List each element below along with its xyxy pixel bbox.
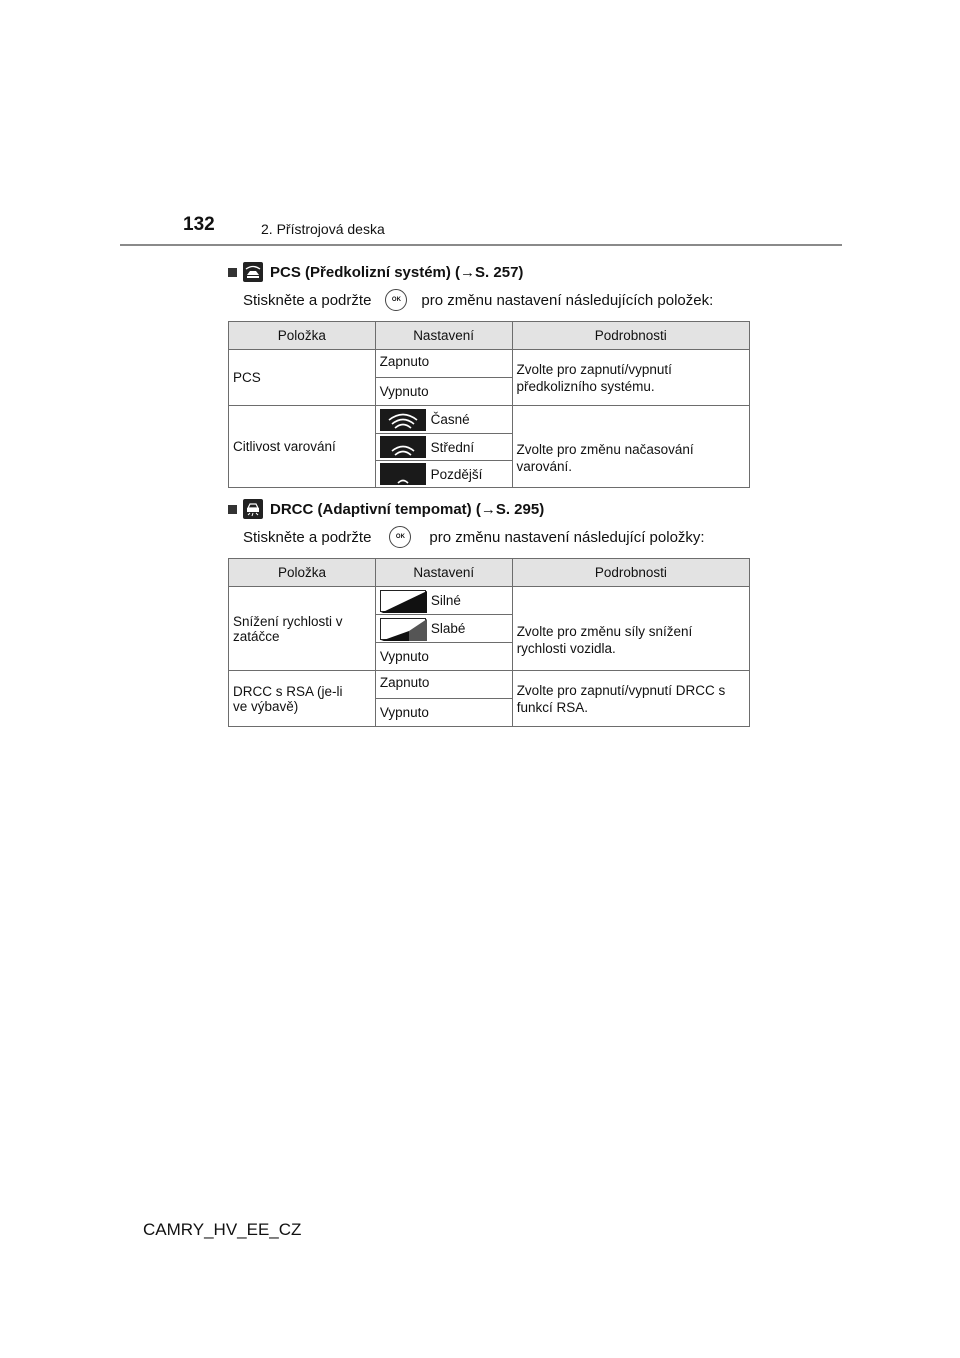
instruction-text-before: Stiskněte a podržte [243, 528, 372, 546]
bullet-square [228, 268, 237, 277]
instruction-text-after: pro změnu nastavení následujících položek: [421, 291, 714, 309]
table-row [229, 587, 750, 615]
detail-cell: Zvolte pro změnu načasování varování. [512, 406, 749, 488]
bullet-square [228, 505, 237, 514]
warning-early-icon [380, 409, 426, 431]
setting-cell: Zapnuto [375, 671, 512, 699]
deceleration-strong-icon [380, 590, 426, 612]
drcc-icon [243, 499, 263, 519]
column-header-setting: Nastavení [375, 322, 512, 350]
setting-cell [375, 587, 512, 615]
setting-cell [375, 461, 512, 488]
instruction-pcs [243, 289, 713, 311]
item-cell: Citlivost varování [229, 406, 376, 488]
column-header-item: Položka [229, 322, 376, 350]
column-header-setting: Nastavení [375, 559, 512, 587]
section-title-text: PCS (Předkolizní systém) (→S. 257) [270, 263, 524, 281]
item-cell [229, 671, 376, 727]
setting-cell [375, 434, 512, 461]
ok-button-icon: OK [385, 289, 407, 311]
setting-cell: Vypnuto [375, 699, 512, 727]
header-divider [120, 244, 842, 246]
table-row [229, 406, 750, 434]
detail-cell: Zvolte pro změnu síly snížení rychlosti vozidla. [512, 587, 749, 671]
setting-cell [375, 406, 512, 434]
chapter-title: 2. Přístrojová deska [261, 221, 385, 237]
column-header-item: Položka [229, 559, 376, 587]
instruction-text-before: Stiskněte a podržte [243, 291, 372, 309]
ok-button-icon: OK [389, 526, 411, 548]
detail-cell: Zvolte pro zapnutí/vypnutí předkolizního systému. [512, 350, 749, 406]
deceleration-weak-icon [380, 618, 426, 640]
table-row [229, 671, 750, 699]
setting-cell: Zapnuto [375, 350, 512, 378]
setting-label: Silné [430, 593, 461, 608]
settings-table-pcs [228, 321, 750, 488]
section-title-drcc [228, 499, 544, 519]
warning-late-icon [380, 463, 426, 485]
page-number: 132 [183, 214, 215, 235]
item-cell [229, 587, 376, 671]
setting-label: Slabé [430, 621, 466, 636]
setting-cell [375, 615, 512, 643]
item-label: DRCC s RSA (je-li ve výbavě) [233, 683, 343, 714]
setting-label: Časné [430, 412, 470, 427]
setting-cell: Vypnuto [375, 643, 512, 671]
setting-label: Střední [430, 439, 475, 455]
column-header-detail: Podrobnosti [512, 559, 749, 587]
item-label: Snížení rychlosti v zatáčce [233, 613, 343, 644]
item-cell: PCS [229, 350, 376, 406]
warning-middle-icon [380, 436, 426, 458]
footer-code: CAMRY_HV_EE_CZ [143, 1220, 302, 1239]
settings-table-drcc [228, 558, 750, 727]
pcs-icon [243, 262, 263, 282]
table-header-row [229, 322, 750, 350]
instruction-text-after: pro změnu nastavení následující položky: [429, 528, 705, 546]
setting-label: Pozdější [430, 466, 483, 482]
section-title-pcs [228, 262, 523, 282]
instruction-drcc [243, 526, 705, 548]
detail-cell: Zvolte pro zapnutí/vypnutí DRCC s funkcí RSA. [512, 671, 749, 727]
column-header-detail: Podrobnosti [512, 322, 749, 350]
table-header-row [229, 559, 750, 587]
section-title-text: DRCC (Adaptivní tempomat) (→S. 295) [270, 500, 545, 518]
setting-cell: Vypnuto [375, 378, 512, 406]
table-row [229, 350, 750, 378]
